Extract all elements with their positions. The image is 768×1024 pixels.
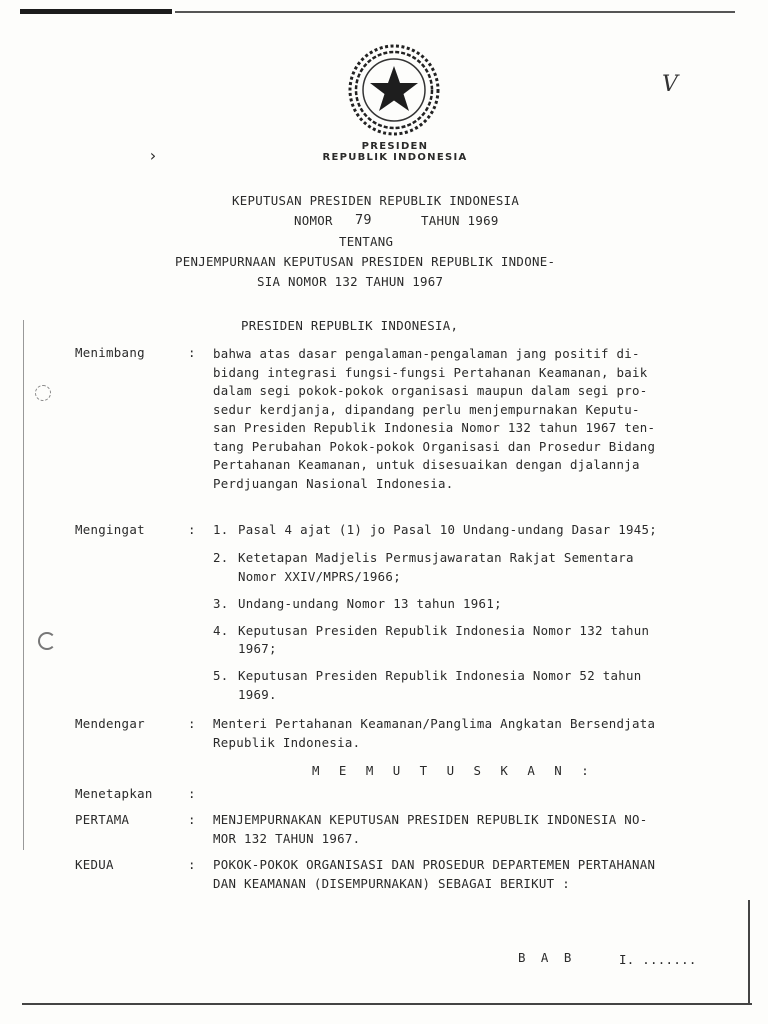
menimbang-line: bidang integrasi fungsi-fungsi Pertahanan Keamanan, baik (213, 364, 648, 380)
decree-subject-line2: SIA NOMOR 132 TAHUN 1967 (257, 274, 444, 289)
decree-about: TENTANG (339, 234, 394, 249)
mengingat-item-text: Pasal 4 ajat (1) jo Pasal 10 Undang-undang Dasar 1945; (238, 522, 658, 537)
scan-right-edge (748, 900, 750, 1004)
menimbang-line: tang Perubahan Pokok-pokok Organisasi dan Prosedur Bidang (213, 438, 656, 454)
punch-hole-mark (35, 385, 51, 401)
kedua-colon: : (188, 857, 196, 872)
kedua-line2: DAN KEAMANAN (DISEMPURNAKAN) SEBAGAI BERIKUT : (213, 876, 570, 891)
margin-scribble: › (148, 146, 158, 165)
mengingat-item-text-cont: 1967; (238, 641, 277, 656)
menetapkan-label: Menetapkan (75, 786, 153, 801)
mengingat-item-num: 1. (213, 522, 229, 537)
decree-subject-line1: PENJEMPURNAAN KEPUTUSAN PRESIDEN REPUBLIK INDONE- (175, 254, 556, 269)
mengingat-item-text-cont: 1969. (238, 687, 277, 702)
pertama-colon: : (188, 812, 196, 827)
menimbang-text (213, 345, 655, 493)
emblem-line1: PRESIDEN (361, 141, 429, 152)
menetapkan-colon: : (188, 786, 196, 801)
mengingat-colon: : (188, 522, 196, 537)
menimbang-line: dalam segi pokok-pokok organisasi maupun dalam segi pro- (213, 383, 648, 398)
emblem-line2: REPUBLIK INDONESIA (322, 152, 468, 163)
menimbang-line: bahwa atas dasar pengalaman-pengalaman jang positif di- (213, 346, 640, 361)
punch-hole-mark (38, 632, 56, 650)
pertama-line2: MOR 132 TAHUN 1967. (213, 831, 361, 846)
kedua-label: KEDUA (75, 857, 114, 872)
scan-top-edge (20, 9, 172, 14)
mendengar-line2: Republik Indonesia. (213, 735, 361, 750)
mengingat-item-num: 3. (213, 596, 229, 611)
margin-mark: V (662, 72, 678, 97)
issuer: PRESIDEN REPUBLIK INDONESIA, (241, 318, 459, 333)
mengingat-item-text-cont: Nomor XXIV/MPRS/1966; (238, 569, 401, 584)
scan-bottom-rule (22, 1003, 752, 1005)
mendengar-label: Mendengar (75, 716, 145, 731)
decree-number-label: NOMOR (294, 213, 333, 228)
mengingat-item-text: Ketetapan Madjelis Permusjawaratan Rakjat Sementara (238, 550, 634, 565)
mengingat-item-text: Keputusan Presiden Republik Indonesia Nomor 52 tahun (238, 668, 642, 683)
decree-year: TAHUN 1969 (421, 213, 499, 228)
menimbang-label: Menimbang (75, 345, 145, 360)
mengingat-item-text: Keputusan Presiden Republik Indonesia Nomor 132 tahun (238, 623, 650, 638)
mengingat-label: Mengingat (75, 522, 145, 537)
mendengar-colon: : (188, 716, 196, 731)
menimbang-line: sedur kerdjanja, dipandang perlu menjempurnakan Keputu- (213, 401, 640, 417)
pertama-line1: MENJEMPURNAKAN KEPUTUSAN PRESIDEN REPUBLIK INDONESIA NO- (213, 812, 648, 827)
menimbang-line: Pertahanan Keamanan, untuk disesuaikan dengan djalannja (213, 457, 640, 472)
pertama-label: PERTAMA (75, 812, 130, 827)
footer-next-page: I. ....... (619, 952, 697, 967)
mengingat-item-num: 5. (213, 668, 229, 683)
memutuskan-heading: M E M U T U S K A N : (312, 763, 595, 778)
kedua-line1: POKOK-POKOK ORGANISASI DAN PROSEDUR DEPARTEMEN PERTAHANAN (213, 857, 656, 872)
decree-title: KEPUTUSAN PRESIDEN REPUBLIK INDONESIA (232, 193, 520, 208)
mengingat-item-text: Undang-undang Nomor 13 tahun 1961; (238, 596, 502, 611)
menimbang-colon: : (188, 345, 196, 360)
mendengar-line1: Menteri Pertahanan Keamanan/Panglima Angkatan Bersendjata (213, 716, 656, 731)
footer-bab: B A B (518, 950, 576, 965)
mengingat-item-num: 2. (213, 550, 229, 565)
menimbang-line: san Presiden Republik Indonesia Nomor 132 tahun 1967 ten- (213, 420, 656, 435)
garuda-emblem-icon (346, 42, 442, 138)
scan-left-edge (23, 320, 24, 850)
mengingat-item-num: 4. (213, 623, 229, 638)
menimbang-line: Perdjuangan Nasional Indonesia. (213, 475, 454, 491)
decree-number-value: 79 (355, 212, 372, 228)
scan-top-rule (175, 11, 735, 13)
